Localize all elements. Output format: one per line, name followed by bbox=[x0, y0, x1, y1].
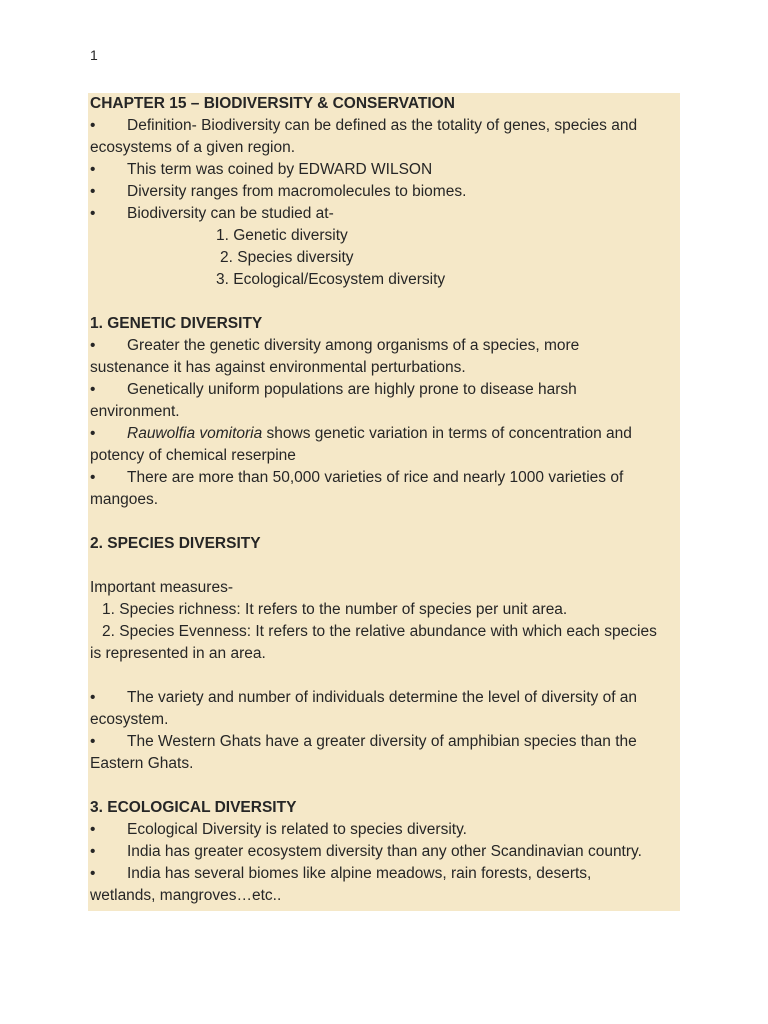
list-item-continuation: sustenance it has against environmental perturbations. bbox=[90, 359, 466, 376]
bullet-icon: • bbox=[90, 733, 96, 750]
list-item bbox=[90, 203, 680, 225]
intro-definition: Definition- Biodiversity can be defined as the totality of genes, species and bbox=[127, 117, 638, 134]
bullet-icon: • bbox=[90, 205, 96, 222]
page-number: 1 bbox=[90, 47, 98, 63]
spacer bbox=[90, 555, 680, 577]
list-item bbox=[90, 731, 680, 753]
section-heading-genetic: 1. GENETIC DIVERSITY bbox=[90, 315, 263, 332]
intro-range: Diversity ranges from macromolecules to biomes. bbox=[127, 183, 467, 200]
species-name: Rauwolfia vomitoria bbox=[127, 425, 263, 442]
intro-coined: This term was coined by EDWARD WILSON bbox=[127, 161, 433, 178]
intro-studied: Biodiversity can be studied at- bbox=[127, 205, 334, 222]
bullet-icon: • bbox=[90, 381, 96, 398]
spacer bbox=[90, 665, 680, 687]
bullet-icon: • bbox=[90, 117, 96, 134]
list-item bbox=[90, 467, 680, 489]
list-item-continuation: wetlands, mangroves…etc.. bbox=[90, 887, 282, 904]
bullet-icon: • bbox=[90, 161, 96, 178]
bullet-icon: • bbox=[90, 843, 96, 860]
list-item-continuation: ecosystem. bbox=[90, 711, 169, 728]
list-item-text: The Western Ghats have a greater diversity of amphibian species than the bbox=[127, 733, 637, 750]
bullet-icon: • bbox=[90, 689, 96, 706]
list-item-continuation: ecosystems of a given region. bbox=[90, 139, 296, 156]
section-heading-species: 2. SPECIES DIVERSITY bbox=[90, 535, 261, 552]
level-item: 1. Genetic diversity bbox=[216, 227, 348, 244]
list-item-text: shows genetic variation in terms of concentration and bbox=[262, 425, 632, 442]
list-item bbox=[90, 863, 680, 885]
list-item-continuation: potency of chemical reserpine bbox=[90, 447, 296, 464]
section-heading-ecological: 3. ECOLOGICAL DIVERSITY bbox=[90, 799, 297, 816]
list-item-text: There are more than 50,000 varieties of rice and nearly 1000 varieties of bbox=[127, 469, 624, 486]
list-item-text: Ecological Diversity is related to species diversity. bbox=[127, 821, 467, 838]
list-item-continuation: environment. bbox=[90, 403, 180, 420]
bullet-icon: • bbox=[90, 865, 96, 882]
list-item bbox=[90, 115, 680, 137]
measures-label: Important measures- bbox=[90, 579, 233, 596]
list-item bbox=[90, 379, 680, 401]
list-item bbox=[90, 819, 680, 841]
measure-item: 1. Species richness: It refers to the number of species per unit area. bbox=[102, 601, 568, 618]
list-item-text: India has greater ecosystem diversity than any other Scandinavian country. bbox=[127, 843, 642, 860]
bullet-icon: • bbox=[90, 425, 96, 442]
spacer bbox=[90, 775, 680, 797]
bullet-icon: • bbox=[90, 469, 96, 486]
spacer bbox=[90, 291, 680, 313]
list-item bbox=[90, 423, 680, 445]
list-item bbox=[90, 841, 680, 863]
document-body bbox=[88, 93, 680, 911]
bullet-icon: • bbox=[90, 821, 96, 838]
list-item-text: Greater the genetic diversity among organisms of a species, more bbox=[127, 337, 580, 354]
list-item bbox=[90, 687, 680, 709]
list-item-text: Genetically uniform populations are highly prone to disease harsh bbox=[127, 381, 577, 398]
level-item: 3. Ecological/Ecosystem diversity bbox=[216, 271, 446, 288]
measure-item: 2. Species Evenness: It refers to the relative abundance with which each species bbox=[102, 623, 657, 640]
list-item bbox=[90, 159, 680, 181]
level-item: 2. Species diversity bbox=[220, 249, 354, 266]
chapter-title: CHAPTER 15 – BIODIVERSITY & CONSERVATION bbox=[90, 95, 455, 112]
list-item bbox=[90, 335, 680, 357]
list-item bbox=[90, 181, 680, 203]
measure-item-continuation: is represented in an area. bbox=[90, 645, 266, 662]
bullet-icon: • bbox=[90, 337, 96, 354]
bullet-icon: • bbox=[90, 183, 96, 200]
list-item-text: India has several biomes like alpine meadows, rain forests, deserts, bbox=[127, 865, 592, 882]
list-item-continuation: Eastern Ghats. bbox=[90, 755, 194, 772]
list-item-continuation: mangoes. bbox=[90, 491, 159, 508]
list-item-text: The variety and number of individuals determine the level of diversity of an bbox=[127, 689, 638, 706]
spacer bbox=[90, 511, 680, 533]
